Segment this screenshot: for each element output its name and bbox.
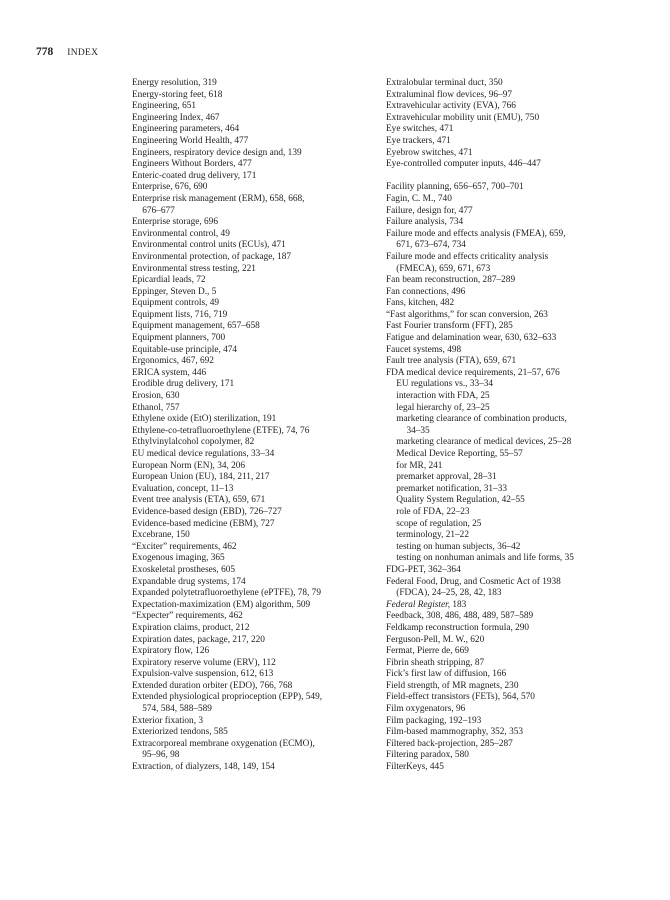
index-entry (386, 623, 648, 635)
entry-text: legal hierarchy of, 23–25 (396, 402, 490, 413)
index-entry (386, 321, 648, 333)
index-entry (132, 182, 377, 194)
entry-text: Extended duration orbiter (EDO), 766, 768 (132, 680, 293, 691)
index-entry (386, 124, 648, 136)
index-subentry (386, 507, 648, 519)
index-entry (132, 519, 377, 531)
index-entry (386, 345, 648, 357)
index-entry (132, 426, 377, 438)
index-entry (132, 391, 377, 403)
entry-text: Expiratory flow, 126 (132, 646, 210, 657)
index-entry (386, 762, 648, 774)
entry-text: Fick’s first law of diffusion, 166 (386, 669, 507, 680)
index-entry (132, 669, 377, 681)
index-entry (132, 437, 377, 449)
index-entry (132, 368, 377, 380)
entry-text: Eye trackers, 471 (386, 135, 451, 146)
index-subentry (386, 449, 648, 461)
entry-text: Expandable drug systems, 174 (132, 576, 246, 587)
entry-text: Fermat, Pierre de, 669 (386, 646, 469, 657)
entry-text: Extraluminal flow devices, 96–97 (386, 89, 512, 100)
entry-continuation: 574, 584, 588–589 (142, 704, 212, 715)
entry-text: Evidence-based medicine (EBM), 727 (132, 518, 275, 529)
index-entry (386, 646, 648, 658)
index-subentry (386, 530, 648, 542)
entry-text: Equipment planners, 700 (132, 333, 226, 344)
entry-text: Erosion, 630 (132, 391, 180, 402)
index-entry (132, 658, 377, 670)
entry-text: Energy-storing feet, 618 (132, 89, 223, 100)
index-entry (132, 739, 377, 762)
index-entry (132, 240, 377, 252)
index-entry (132, 611, 377, 623)
index-entry (132, 159, 377, 171)
index-entry (132, 345, 377, 357)
index-entry (132, 136, 377, 148)
entry-text: Enterprise, 676, 690 (132, 182, 208, 193)
entry-text: EU regulations vs., 33–34 (396, 379, 494, 390)
index-entry (386, 101, 648, 113)
entry-text: Failure mode and effects criticality analysis (386, 251, 549, 262)
index-entry (386, 658, 648, 670)
entry-text: Eye switches, 471 (386, 124, 454, 135)
entry-text: marketing clearance of medical devices, 25–28 (396, 437, 572, 448)
entry-text: Epicardial leads, 72 (132, 275, 206, 286)
index-entry (386, 704, 648, 716)
entry-text: Equipment management, 657–658 (132, 321, 260, 332)
index-entry (132, 124, 377, 136)
index-entry (386, 750, 648, 762)
index-subentry (386, 403, 648, 415)
index-subentry (386, 379, 648, 391)
entry-continuation: (FMECA), 659, 671, 673 (396, 263, 491, 274)
entry-text: Fan beam reconstruction, 287–289 (386, 275, 516, 286)
entry-text: Fans, kitchen, 482 (386, 298, 455, 309)
index-subentry (386, 437, 648, 449)
entry-text: Fibrin sheath stripping, 87 (386, 657, 485, 668)
entry-text: Equipment lists, 716, 719 (132, 309, 228, 320)
entry-text: Fast Fourier transform (FFT), 285 (386, 321, 513, 332)
entry-text: for MR, 241 (396, 460, 443, 471)
index-entry (386, 669, 648, 681)
entry-text: Field-effect transistors (FETs), 564, 570 (386, 692, 535, 703)
index-entry (132, 287, 377, 299)
index-entry (386, 577, 648, 600)
entry-text: Environmental control units (ECUs), 471 (132, 240, 286, 251)
index-entry (132, 542, 377, 554)
entry-text: Engineering World Health, 477 (132, 135, 249, 146)
index-entry (132, 692, 377, 715)
entry-continuation: 671, 673–674, 734 (396, 240, 466, 251)
entry-text: Faucet systems, 498 (386, 344, 462, 355)
index-entry (386, 600, 648, 612)
index-entry (386, 252, 648, 275)
index-entry (132, 716, 377, 728)
entry-text: Fault tree analysis (FTA), 659, 671 (386, 356, 517, 367)
entry-text: Feedback, 308, 486, 488, 489, 587–589 (386, 611, 534, 622)
entry-text: Ethylvinylalcohol copolymer, 82 (132, 437, 255, 448)
index-entry (386, 565, 648, 577)
index-entry (132, 762, 377, 774)
entry-text: Enteric-coated drug delivery, 171 (132, 170, 257, 181)
entry-text: Expectation-maximization (EM) algorithm, 509 (132, 599, 311, 610)
entry-text: terminology, 21–22 (396, 530, 469, 541)
index-entry (132, 484, 377, 496)
index-entry (386, 681, 648, 693)
entry-text: FDA medical device requirements, 21–57, 676 (386, 367, 560, 378)
index-subentry (386, 472, 648, 484)
entry-text: Expanded polytetrafluoroethylene (ePTFE), 78, 79 (132, 588, 321, 599)
entry-text: Film-based mammography, 352, 353 (386, 727, 524, 738)
index-entry (386, 78, 648, 90)
index-entry (132, 635, 377, 647)
index-entry (132, 379, 377, 391)
index-entry (386, 356, 648, 368)
index-subentry (386, 461, 648, 473)
entry-text: Engineering parameters, 464 (132, 124, 240, 135)
index-entry (386, 716, 648, 728)
entry-text: scope of regulation, 25 (396, 518, 482, 529)
entry-text: Evaluation, concept, 11–13 (132, 483, 234, 494)
entry-text: testing on human subjects, 36–42 (396, 541, 521, 552)
entry-text: FilterKeys, 445 (386, 762, 444, 773)
index-entry (386, 90, 648, 102)
entry-text: Event tree analysis (ETA), 659, 671 (132, 495, 266, 506)
index-subentry (386, 519, 648, 531)
entry-text: Engineering Index, 467 (132, 112, 220, 123)
index-entry (132, 530, 377, 542)
index-entry (132, 217, 377, 229)
entry-text: Exteriorized tendons, 585 (132, 727, 228, 738)
entry-text: Filtered back-projection, 285–287 (386, 738, 513, 749)
index-entry (386, 148, 648, 160)
entry-text: Equitable-use principle, 474 (132, 344, 238, 355)
entry-text: Fagin, C. M., 740 (386, 193, 452, 204)
index-entry (132, 194, 377, 217)
entry-text: Exterior fixation, 3 (132, 715, 203, 726)
entry-text: Extravehicular activity (EVA), 766 (386, 101, 516, 112)
index-entry (386, 368, 648, 380)
entry-text: Extraction, of dialyzers, 148, 149, 154 (132, 762, 275, 773)
entry-text: Eppinger, Steven D., 5 (132, 286, 217, 297)
entry-text: Failure, design for, 477 (386, 205, 473, 216)
entry-text: Ergonomics, 467, 692 (132, 356, 214, 367)
index-subentry (386, 553, 648, 565)
index-entry (386, 298, 648, 310)
index-entry (386, 692, 648, 704)
index-subentry (386, 495, 648, 507)
index-entry (386, 182, 648, 194)
index-column-left (132, 78, 377, 774)
letter-gap (386, 171, 648, 183)
index-entry (132, 553, 377, 565)
entry-text: Engineering, 651 (132, 101, 197, 112)
entry-text: Enterprise risk management (ERM), 658, 668, (132, 193, 305, 204)
index-subentry (386, 391, 648, 403)
entry-text: Federal Food, Drug, and Cosmetic Act of 1938 (386, 576, 561, 587)
index-entry (132, 403, 377, 415)
index-entry (132, 356, 377, 368)
entry-text: Erodible drug delivery, 171 (132, 379, 235, 390)
entry-text: FDG-PET, 362–364 (386, 564, 461, 575)
entry-text: Extralobular terminal duct, 350 (386, 78, 503, 88)
index-entry (132, 600, 377, 612)
index-entry (386, 136, 648, 148)
entry-text: Exogenous imaging, 365 (132, 553, 225, 564)
running-head: INDEX (67, 48, 99, 58)
index-entry (132, 507, 377, 519)
index-entry (132, 321, 377, 333)
index-entry (132, 727, 377, 739)
entry-italic-title: Federal Register, (386, 599, 451, 610)
index-entry (386, 287, 648, 299)
index-entry (132, 252, 377, 264)
entry-text: Equipment controls, 49 (132, 298, 220, 309)
entry-text: EU medical device regulations, 33–34 (132, 449, 275, 459)
entry-text: Fatigue and delamination wear, 630, 632–633 (386, 333, 557, 344)
index-entry (386, 739, 648, 751)
index-subentry (386, 414, 648, 437)
entry-text: Fan connections, 496 (386, 286, 466, 297)
entry-text: Facility planning, 656–657, 700–701 (386, 182, 524, 193)
index-entry (132, 264, 377, 276)
index-entry (132, 681, 377, 693)
index-entry (386, 611, 648, 623)
index-entry (132, 113, 377, 125)
index-entry (132, 78, 377, 90)
entry-text: Environmental stress testing, 221 (132, 263, 256, 274)
index-entry (132, 310, 377, 322)
entry-page-refs: 183 (450, 599, 467, 610)
entry-text: Enterprise storage, 696 (132, 217, 218, 228)
index-entry (386, 333, 648, 345)
index-entry (132, 565, 377, 577)
entry-text: Film packaging, 192–193 (386, 715, 482, 726)
index-entry (386, 635, 648, 647)
entry-text: Expiration dates, package, 217, 220 (132, 634, 265, 645)
entry-text: premarket approval, 28–31 (396, 472, 497, 483)
entry-text: Field strength, of MR magnets, 230 (386, 680, 519, 691)
index-entry (132, 414, 377, 426)
index-entry (132, 646, 377, 658)
entry-text: Medical Device Reporting, 55–57 (396, 449, 523, 459)
entry-text: interaction with FDA, 25 (396, 391, 490, 402)
entry-continuation: 34–35 (406, 425, 430, 436)
index-entry (386, 194, 648, 206)
entry-text: “Expecter” requirements, 462 (132, 611, 243, 622)
entry-text: Environmental control, 49 (132, 228, 230, 239)
page-header (36, 46, 98, 58)
entry-text: Engineers Without Borders, 477 (132, 159, 252, 170)
entry-text: Expulsion-valve suspension, 612, 613 (132, 669, 274, 680)
index-entry (132, 229, 377, 241)
index-entry (386, 310, 648, 322)
index-entry (132, 171, 377, 183)
entry-text: Evidence-based design (EBD), 726–727 (132, 506, 282, 517)
index-entry (132, 333, 377, 345)
entry-text: Environmental protection, of package, 187 (132, 251, 292, 262)
index-subentry (386, 484, 648, 496)
index-entry (386, 206, 648, 218)
index-entry (386, 113, 648, 125)
index-entry (132, 298, 377, 310)
entry-text: Expiratory reserve volume (ERV), 112 (132, 657, 276, 668)
index-entry (132, 275, 377, 287)
entry-text: Extracorporeal membrane oxygenation (ECMO), (132, 738, 315, 749)
entry-text: Eyebrow switches, 471 (386, 147, 473, 158)
entry-text: Exoskeletal prostheses, 605 (132, 564, 236, 575)
entry-text: Feldkamp reconstruction formula, 290 (386, 622, 530, 633)
index-entry (132, 623, 377, 635)
entry-continuation: 95–96, 98 (142, 750, 180, 761)
entry-text: Ferguson-Pell, M. W., 620 (386, 634, 485, 645)
entry-text: Ethylene oxide (EtO) sterilization, 191 (132, 414, 277, 425)
entry-continuation: 676–677 (142, 205, 175, 216)
index-entry (386, 159, 648, 171)
index-entry (132, 495, 377, 507)
entry-text: premarket notification, 31–33 (396, 483, 507, 494)
entry-text: Ethanol, 757 (132, 402, 180, 413)
index-entry (132, 101, 377, 113)
page-number: 778 (36, 46, 54, 58)
index-entry (132, 472, 377, 484)
entry-text: Failure analysis, 734 (386, 217, 464, 228)
index-entry (132, 90, 377, 102)
entry-text: Engineers, respiratory device design and, 139 (132, 147, 302, 158)
index-column-right (386, 78, 648, 774)
entry-text: testing on nonhuman animals and life forms, 35 (396, 553, 574, 564)
index-entry (386, 275, 648, 287)
entry-text: Extended physiological proprioception (EPP), 549, (132, 692, 323, 703)
entry-continuation: (FDCA), 24–25, 28, 42, 183 (396, 588, 502, 599)
index-entry (132, 148, 377, 160)
entry-text: European Norm (EN), 34, 206 (132, 460, 246, 471)
entry-text: Energy resolution, 319 (132, 78, 217, 88)
entry-text: Eye-controlled computer inputs, 446–447 (386, 159, 541, 170)
index-entry (386, 727, 648, 739)
entry-text: Excebrane, 150 (132, 530, 190, 541)
entry-text: Quality System Regulation, 42–55 (396, 495, 525, 506)
index-entry (386, 217, 648, 229)
entry-text: Extravehicular mobility unit (EMU), 750 (386, 112, 540, 123)
entry-text: “Exciter” requirements, 462 (132, 541, 237, 552)
index-entry (132, 449, 377, 461)
index-entry (386, 229, 648, 252)
index-entry (132, 588, 377, 600)
index-subentry (386, 542, 648, 554)
entry-text: Expiration claims, product, 212 (132, 622, 250, 633)
entry-text: ERICA system, 446 (132, 367, 207, 378)
entry-text: Filtering paradox, 580 (386, 750, 469, 761)
index-entry (132, 461, 377, 473)
entry-text: Ethylene-co-tetrafluoroethylene (ETFE), 74, 76 (132, 425, 310, 436)
index-entry (132, 577, 377, 589)
entry-text: European Union (EU), 184, 211, 217 (132, 472, 270, 483)
entry-text: role of FDA, 22–23 (396, 506, 470, 517)
entry-text: marketing clearance of combination products, (396, 414, 567, 425)
entry-text: “Fast algorithms,” for scan conversion, 263 (386, 309, 548, 320)
entry-text: Film oxygenators, 96 (386, 704, 466, 715)
entry-text: Failure mode and effects analysis (FMEA), 659, (386, 228, 566, 239)
